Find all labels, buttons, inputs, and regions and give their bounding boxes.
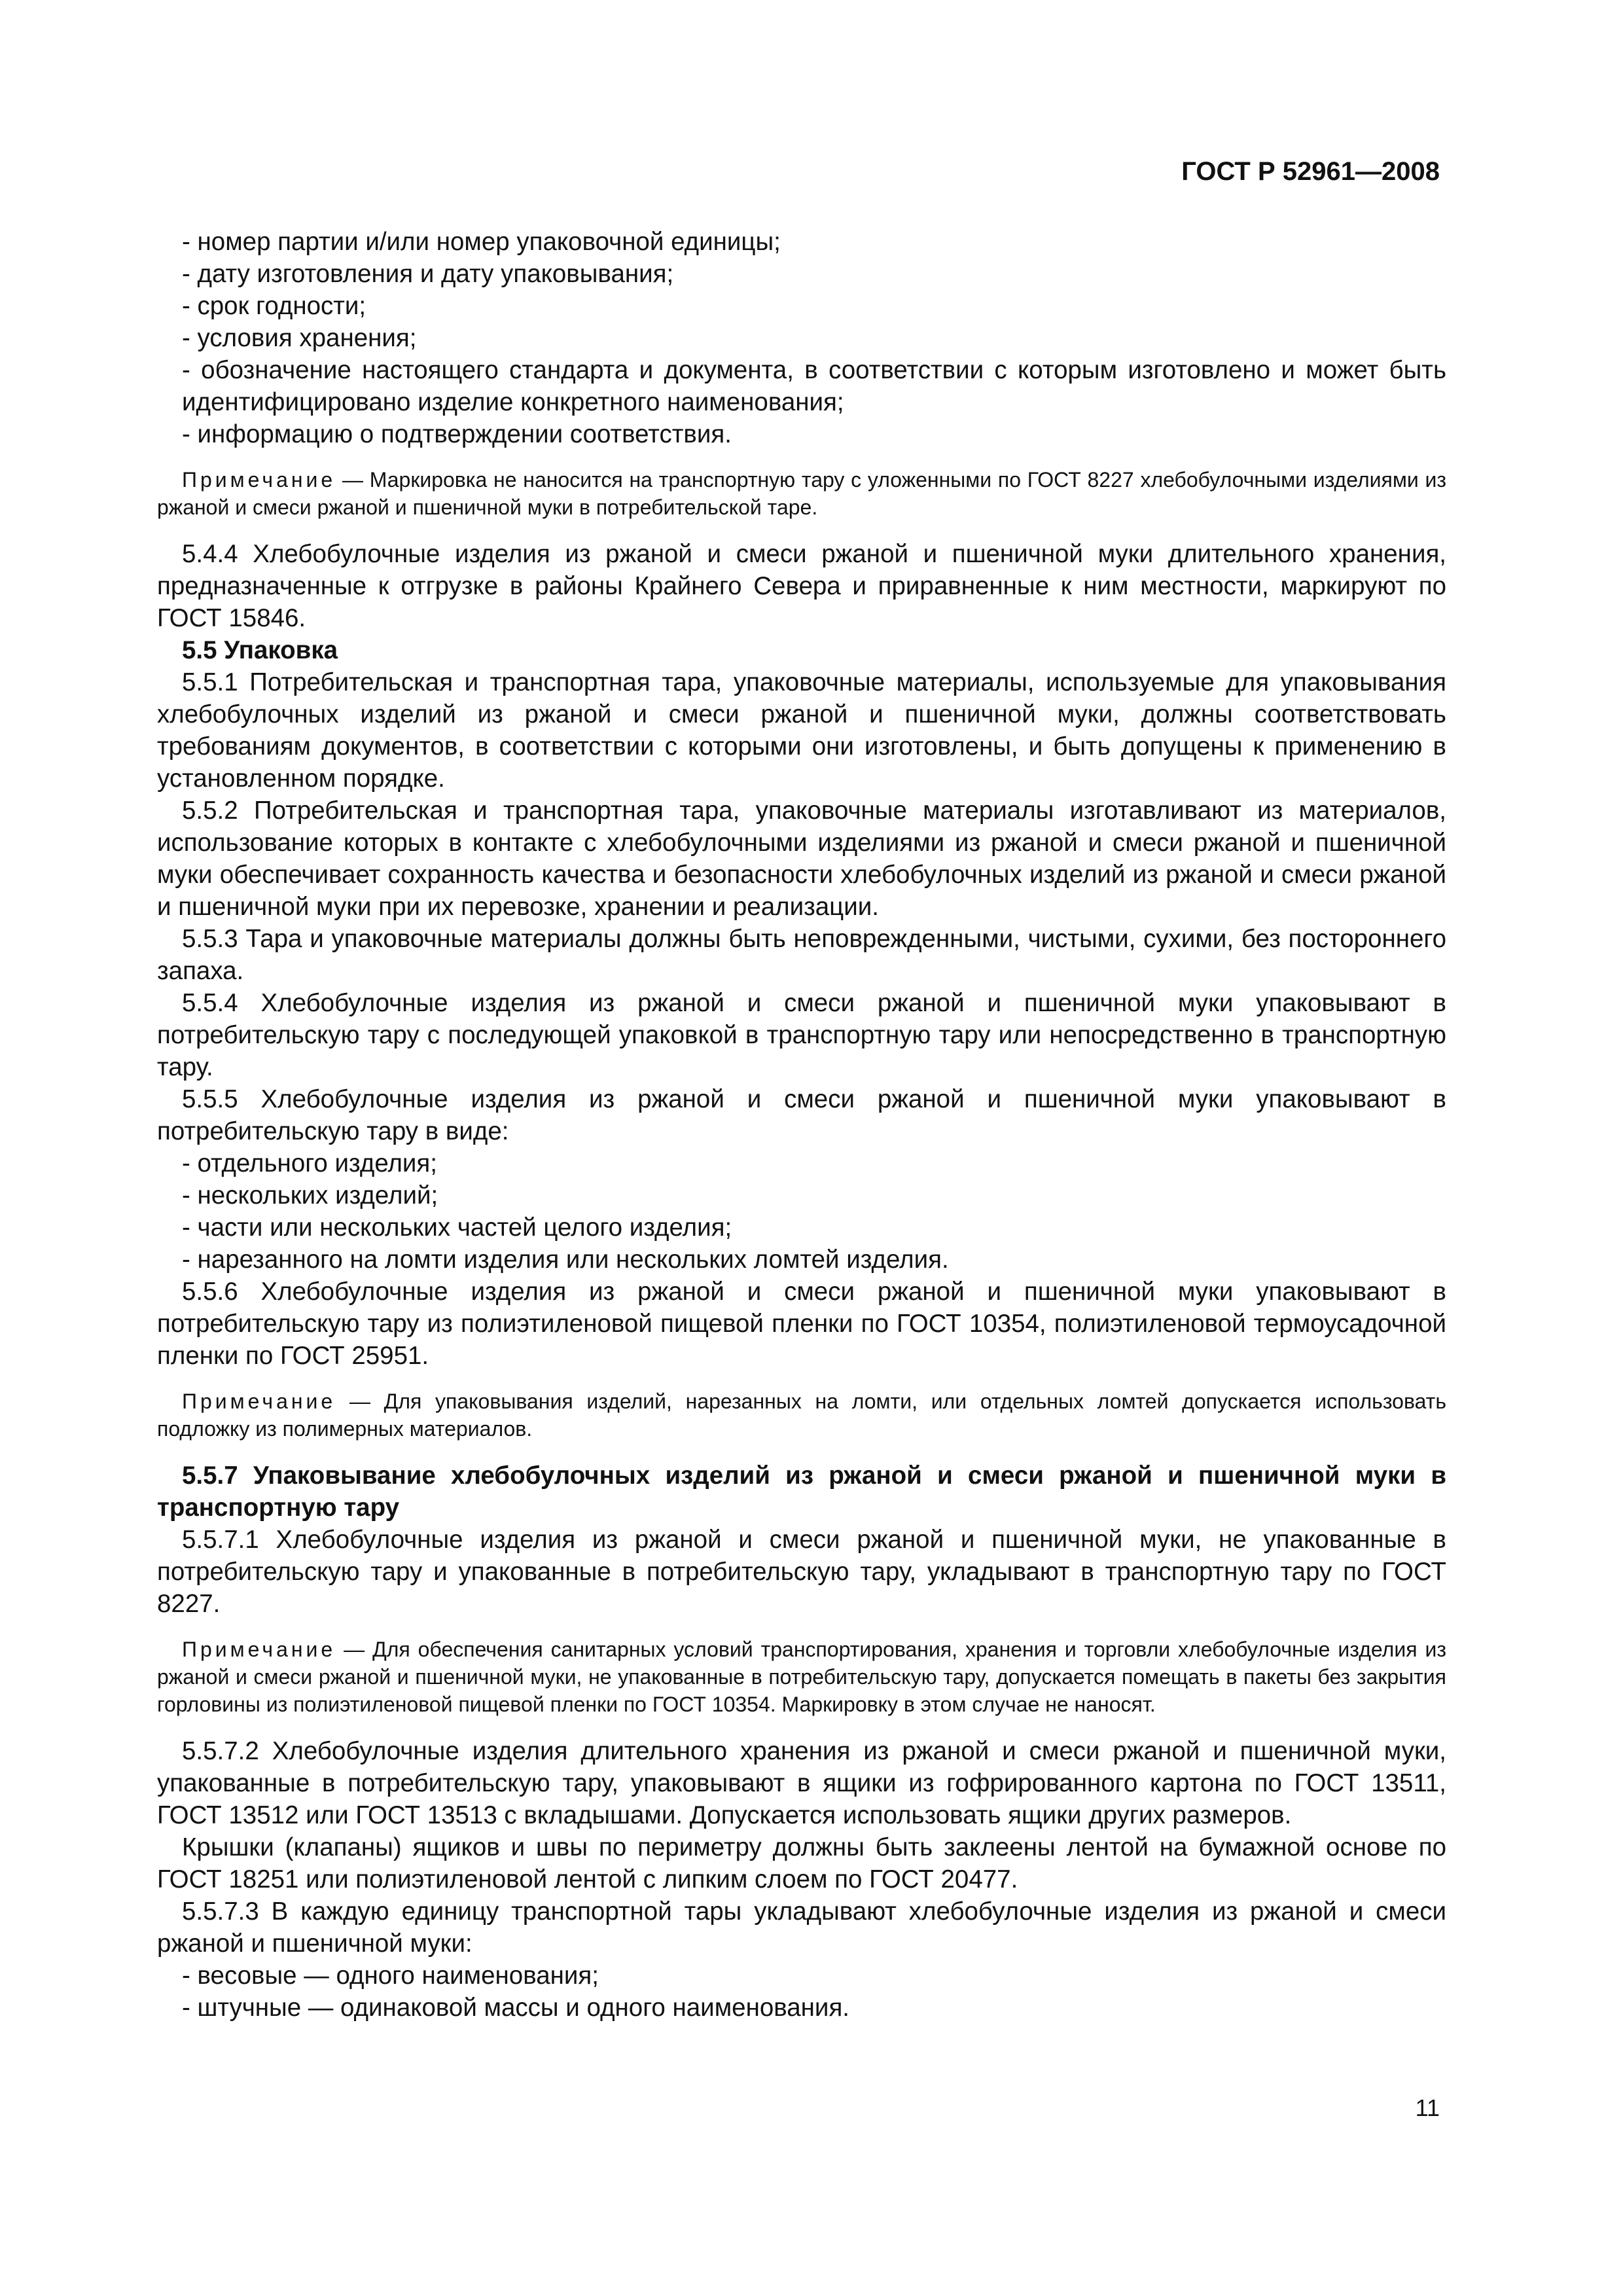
document-number-header: ГОСТ Р 52961—2008 [1181, 157, 1440, 186]
note-text: — Маркировка не наносится на транспортную тару с уложенными по ГОСТ 8227 хлебобулочными изделиями из ржаной и смеси ржаной и пшеничной муки в потребительской таре. [157, 468, 1446, 519]
paragraph-5-5-6: 5.5.6 Хлебобулочные изделия из ржаной и смеси ржаной и пшеничной муки упаковывают в потребительскую тару из полиэтиленовой пищевой пленки по ГОСТ 10354, полиэтиленовой термоусадочной пленки по ГОСТ 25951. [157, 1278, 1446, 1370]
list-item: - нескольких изделий; [182, 1181, 438, 1210]
paragraph-5-5-1: 5.5.1 Потребительская и транспортная тара, упаковочные материалы, используемые для упаковывания хлебобулочных изделий из ржаной и смеси ржаной и пшеничной муки, должны соответствовать требованиям документов, в соответствии с которыми они изготовлены, и быть допущены к применению в установленном порядке. [157, 668, 1446, 793]
list-item: - штучные — одинаковой массы и одного наименования. [182, 1994, 849, 2022]
paragraph-5-5-3: 5.5.3 Тара и упаковочные материалы должны быть неповрежденными, чистыми, сухими, без постороннего запаха. [157, 925, 1446, 985]
page-number: 11 [1415, 2094, 1440, 2121]
note-paragraph [157, 1388, 1446, 1443]
paragraph-5-5-7-1: 5.5.7.1 Хлебобулочные изделия из ржаной и смеси ржаной и пшеничной муки, не упакованные в потребительскую тару и упакованные в потребительскую тару, укладывают в транспортную тару по ГОСТ 8227. [157, 1526, 1446, 1618]
note-label: Примечание [182, 1390, 336, 1413]
list-item: - нарезанного на ломти изделия или нескольких ломтей изделия. [182, 1246, 949, 1274]
document-body [157, 226, 1446, 2024]
paragraph-5-5-2: 5.5.2 Потребительская и транспортная тара, упаковочные материалы изготавливают из материалов, использование которых в контакте с хлебобулочными изделиями из ржаной и смеси ржаной и пшеничной муки обеспечивает сохранность качества и безопасности хлебобулочных изделий из ржаной и смеси ржаной и пшеничной муки при их перевозке, хранении и реализации. [157, 797, 1446, 921]
paragraph-5-5-4: 5.5.4 Хлебобулочные изделия из ржаной и смеси ржаной и пшеничной муки упаковывают в потребительскую тару с последующей упаковкой в транспортную тару или непосредственно в транспортную тару. [157, 989, 1446, 1081]
list-item: - условия хранения; [182, 324, 417, 352]
list-item: - части или нескольких частей целого изделия; [182, 1213, 732, 1242]
list-item: - обозначение настоящего стандарта и документа, в соответствии с которым изготовлено и может быть идентифицировано изделие конкретного наименования; [182, 356, 1446, 416]
list-item: - отдельного изделия; [182, 1149, 437, 1177]
paragraph-lids: Крышки (клапаны) ящиков и швы по периметру должны быть заклеены лентой на бумажной основе по ГОСТ 18251 или полиэтиленовой лентой с липким слоем по ГОСТ 20477. [157, 1833, 1446, 1893]
note-paragraph [157, 466, 1446, 521]
list-item: - весовые — одного наименования; [182, 1962, 599, 1990]
list-item: - дату изготовления и дату упаковывания; [182, 260, 674, 288]
section-heading-5-5: 5.5 Упаковка [182, 636, 338, 664]
paragraph-5-5-5: 5.5.5 Хлебобулочные изделия из ржаной и смеси ржаной и пшеничной муки упаковывают в потребительскую тару в виде: [157, 1085, 1446, 1145]
paragraph-5-5-7-3: 5.5.7.3 В каждую единицу транспортной тары укладывают хлебобулочные изделия из ржаной и смеси ржаной и пшеничной муки: [157, 1897, 1446, 1958]
list-item: - номер партии и/или номер упаковочной единицы; [182, 228, 781, 256]
paragraph-5-5-7-2: 5.5.7.2 Хлебобулочные изделия длительного хранения из ржаной и смеси ржаной и пшеничной муки, упакованные в потребительскую тару, упаковывают в ящики из гофрированного картона по ГОСТ 13511, ГОСТ 13512 или ГОСТ 13513 с вкладышами. Допускается использовать ящики других размеров. [157, 1737, 1446, 1829]
list-item: - информацию о подтверждении соответствия. [182, 420, 732, 448]
document-page [157, 0, 1466, 2296]
note-text: — Для упаковывания изделий, нарезанных на ломти, или отдельных ломтей допускается использовать подложку из полимерных материалов. [157, 1390, 1446, 1441]
paragraph-5-4-4: 5.4.4 Хлебобулочные изделия из ржаной и смеси ржаной и пшеничной муки длительного хранения, предназначенные к отгрузке в районы Крайнего Севера и приравненные к ним местности, маркируют по ГОСТ 15846. [157, 540, 1446, 632]
list-item: - срок годности; [182, 292, 366, 320]
section-heading-5-5-7: 5.5.7 Упаковывание хлебобулочных изделий из ржаной и смеси ржаной и пшеничной муки в транспортную тару [157, 1462, 1446, 1522]
note-label: Примечание [182, 1638, 336, 1661]
note-label: Примечание [182, 468, 336, 492]
note-paragraph [157, 1636, 1446, 1718]
note-text: — Для обеспечения санитарных условий транспортирования, хранения и торговли хлебобулочные изделия из ржаной и смеси ржаной и пшеничной муки, не упакованные в потребительскую тару, допускается помещать в пакеты без закрытия горловины из полиэтиленовой пищевой пленки по ГОСТ 10354. Маркировку в этом случае не наносят. [157, 1638, 1446, 1716]
